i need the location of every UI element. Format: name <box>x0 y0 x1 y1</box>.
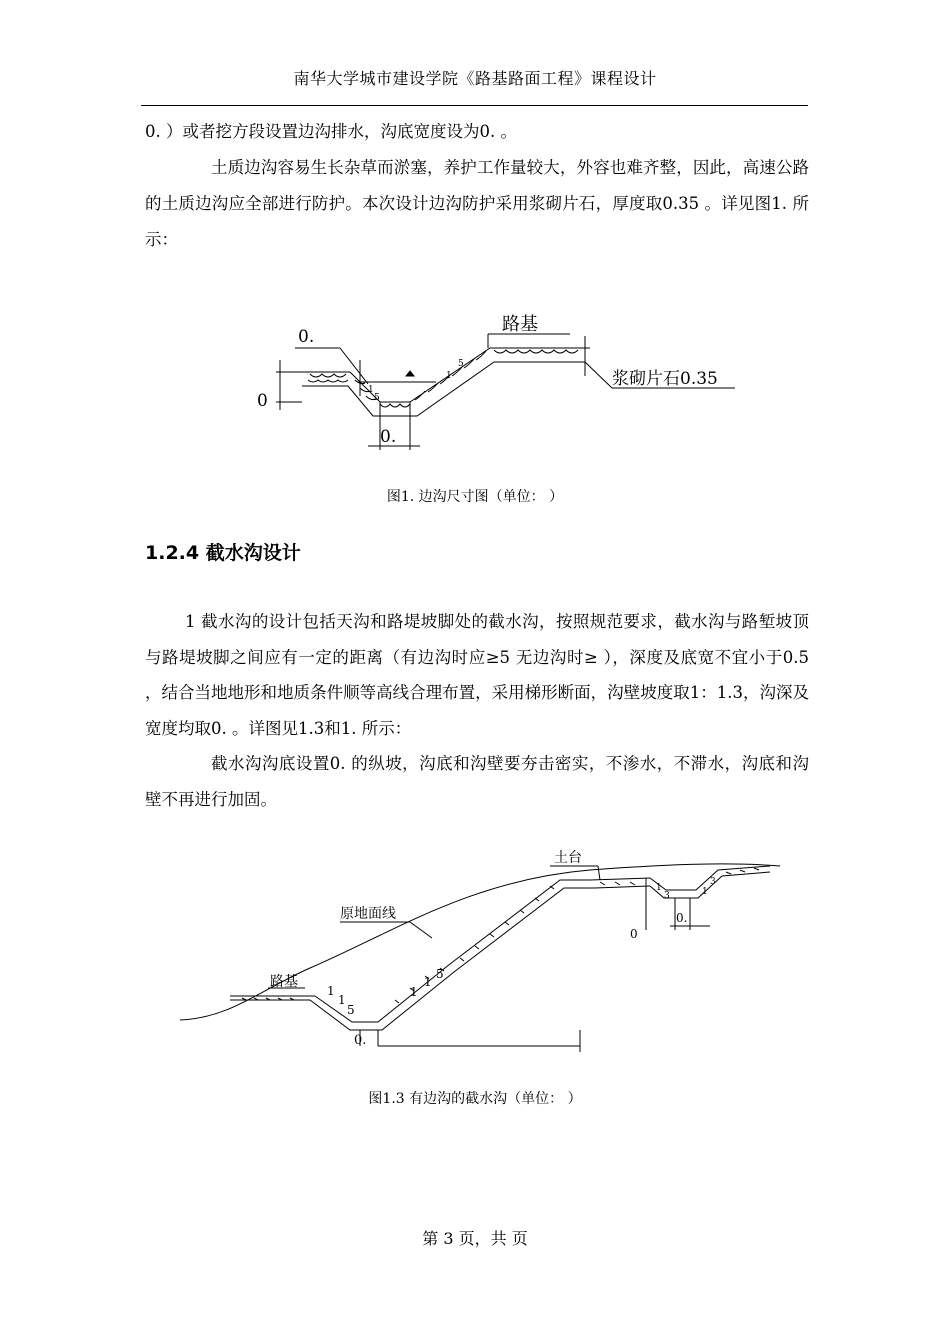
fig1-slope-right-2: 5 <box>458 359 464 369</box>
fig2-slope1-a: 1 <box>327 984 335 998</box>
fig2-slope2-c: 5 <box>436 967 444 981</box>
fig1-top-width-label: 0. <box>298 327 315 347</box>
figure-intercepting-ditch <box>170 840 790 1060</box>
paragraph-4: 截水沟沟底设置0. 的纵坡，沟底和沟壁要夯击密实，不渗水，不滞水，沟底和沟壁不再进行加固。 <box>145 754 809 809</box>
fig2-tutai-label: 土台 <box>554 850 582 866</box>
fig1-bottom-width-label: 0. <box>380 427 397 447</box>
page-footer: 第 3 页，共 页 <box>422 1229 528 1248</box>
fig2-slope2-b: 1 <box>424 975 432 989</box>
paragraph-3: 1 截水沟的设计包括天沟和路堤坡脚处的截水沟，按照规范要求，截水沟与路堑坡顶与路堤坡脚之间应有一定的距离（有边沟时应≥5 无边沟时≥ ），深度及底宽不宜小于0.5 ，结合当地地形和地质条件顺等高线合理布置，采用梯形断面，沟壁坡度取1：1.3，沟深及宽度均取0. 。详图见1.3和1. 所示： <box>145 612 809 738</box>
fig2-ground-line-label: 原地面线 <box>340 906 396 922</box>
page-header: 南华大学城市建设学院《路基路面工程》课程设计 <box>293 69 657 88</box>
fig2-slope1-b: 1 <box>338 993 346 1007</box>
fig1-lining-label: 浆砌片石0.35 <box>612 369 718 389</box>
fig1-slope-left-1: 1 <box>368 385 374 395</box>
fig2-slope1-c: 5 <box>347 1003 355 1017</box>
figure-1-caption: 图1. 边沟尺寸图（单位： ） <box>386 489 564 505</box>
fig2-subgrade-label: 路基 <box>270 974 298 990</box>
figure-2-caption: 图1.3 有边沟的截水沟（单位： ） <box>368 1091 582 1107</box>
fig2-ditch-slope-left-b: 3 <box>664 891 670 901</box>
paragraph-1: 0. ）或者挖方段设置边沟排水，沟底宽度设为0. 。 <box>145 122 517 141</box>
fig2-ditch-slope-right: 1 <box>702 887 708 897</box>
fig2-ditch-slope-left: 1 <box>656 883 662 893</box>
fig1-slope-right-1: 1 <box>446 371 452 381</box>
fig2-ditch-width: 0. <box>676 911 688 925</box>
figure-side-ditch <box>240 300 760 460</box>
header-rule <box>141 105 808 106</box>
fig2-ditch-depth: 0 <box>630 927 638 941</box>
fig1-subgrade-label: 路基 <box>502 314 538 335</box>
fig1-depth-label: 0 <box>257 391 268 411</box>
fig1-slope-left-2: 5 <box>374 393 380 403</box>
fig2-bottom-label: 0. <box>354 1033 367 1048</box>
fig2-slope2-a: 1 <box>410 985 418 999</box>
fig2-ditch-slope-right-b: 3 <box>710 877 716 887</box>
section-heading: 1.2.4 截水沟设计 <box>145 542 301 564</box>
paragraph-2: 土质边沟容易生长杂草而淤塞，养护工作量较大，外容也难齐整，因此，高速公路的土质边沟应全部进行防护。本次设计边沟防护采用浆砌片石，厚度取0.35 。详见图1. 所示： <box>145 158 809 249</box>
